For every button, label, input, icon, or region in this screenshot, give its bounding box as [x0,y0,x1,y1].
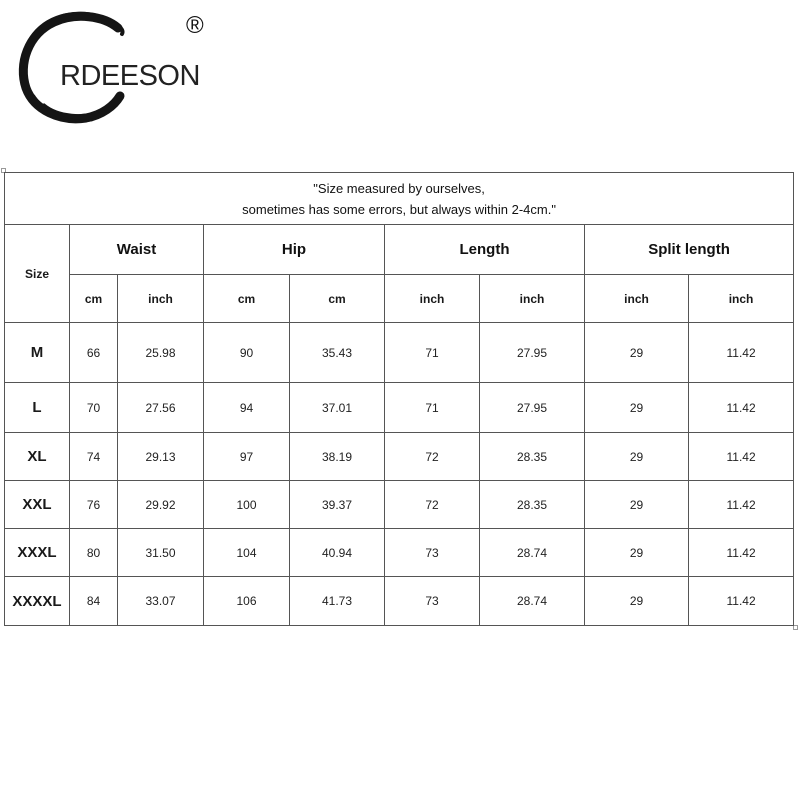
unit-header: inch [118,275,204,323]
value-cell: 27.56 [118,383,204,433]
value-cell: 28.74 [480,529,585,577]
unit-header: cm [70,275,118,323]
value-cell: 90 [204,323,290,383]
value-cell: 38.19 [290,433,385,481]
unit-header-row [5,275,794,323]
value-cell: 11.42 [689,481,794,529]
size-header: Size [5,225,70,323]
value-cell: 29 [585,577,689,626]
table-row [5,433,794,481]
value-cell: 29 [585,433,689,481]
value-cell: 37.01 [290,383,385,433]
note-line-2: sometimes has some errors, but always within 2-4cm." [242,201,556,217]
value-cell: 11.42 [689,433,794,481]
size-label: L [5,383,70,433]
value-cell: 70 [70,383,118,433]
size-label: XL [5,433,70,481]
unit-header: inch [689,275,794,323]
unit-header: cm [204,275,290,323]
value-cell: 28.35 [480,481,585,529]
table-row [5,577,794,626]
value-cell: 11.42 [689,323,794,383]
value-cell: 97 [204,433,290,481]
value-cell: 29.92 [118,481,204,529]
value-cell: 73 [385,529,480,577]
value-cell: 71 [385,323,480,383]
value-cell: 27.95 [480,323,585,383]
value-cell: 74 [70,433,118,481]
value-cell: 94 [204,383,290,433]
note-row [5,173,794,225]
value-cell: 80 [70,529,118,577]
unit-header: inch [385,275,480,323]
size-label: XXL [5,481,70,529]
split-length-header: Split length [585,225,794,275]
size-chart-table [4,172,794,626]
length-header: Length [385,225,585,275]
value-cell: 35.43 [290,323,385,383]
value-cell: 28.35 [480,433,585,481]
size-label: XXXL [5,529,70,577]
waist-header: Waist [70,225,204,275]
value-cell: 76 [70,481,118,529]
brand-name: RDEESON [60,60,200,92]
value-cell: 11.42 [689,383,794,433]
table-row [5,383,794,433]
value-cell: 29 [585,481,689,529]
value-cell: 104 [204,529,290,577]
size-label: XXXXL [5,577,70,626]
value-cell: 84 [70,577,118,626]
value-cell: 27.95 [480,383,585,433]
group-header-row [5,225,794,275]
table-row [5,323,794,383]
value-cell: 73 [385,577,480,626]
unit-header: inch [480,275,585,323]
table-row [5,481,794,529]
value-cell: 33.07 [118,577,204,626]
value-cell: 71 [385,383,480,433]
value-cell: 28.74 [480,577,585,626]
value-cell: 66 [70,323,118,383]
size-label: M [5,323,70,383]
value-cell: 29 [585,323,689,383]
value-cell: 100 [204,481,290,529]
value-cell: 72 [385,481,480,529]
value-cell: 40.94 [290,529,385,577]
value-cell: 11.42 [689,577,794,626]
table-row [5,529,794,577]
unit-header: cm [290,275,385,323]
registered-mark: ® [186,12,204,39]
brand-logo [14,8,214,128]
value-cell: 41.73 [290,577,385,626]
value-cell: 29 [585,383,689,433]
value-cell: 25.98 [118,323,204,383]
value-cell: 39.37 [290,481,385,529]
hip-header: Hip [204,225,385,275]
value-cell: 11.42 [689,529,794,577]
value-cell: 29 [585,529,689,577]
measurement-note [5,173,794,225]
unit-header: inch [585,275,689,323]
note-line-1: "Size measured by ourselves, [313,180,485,196]
value-cell: 72 [385,433,480,481]
value-cell: 106 [204,577,290,626]
value-cell: 29.13 [118,433,204,481]
value-cell: 31.50 [118,529,204,577]
